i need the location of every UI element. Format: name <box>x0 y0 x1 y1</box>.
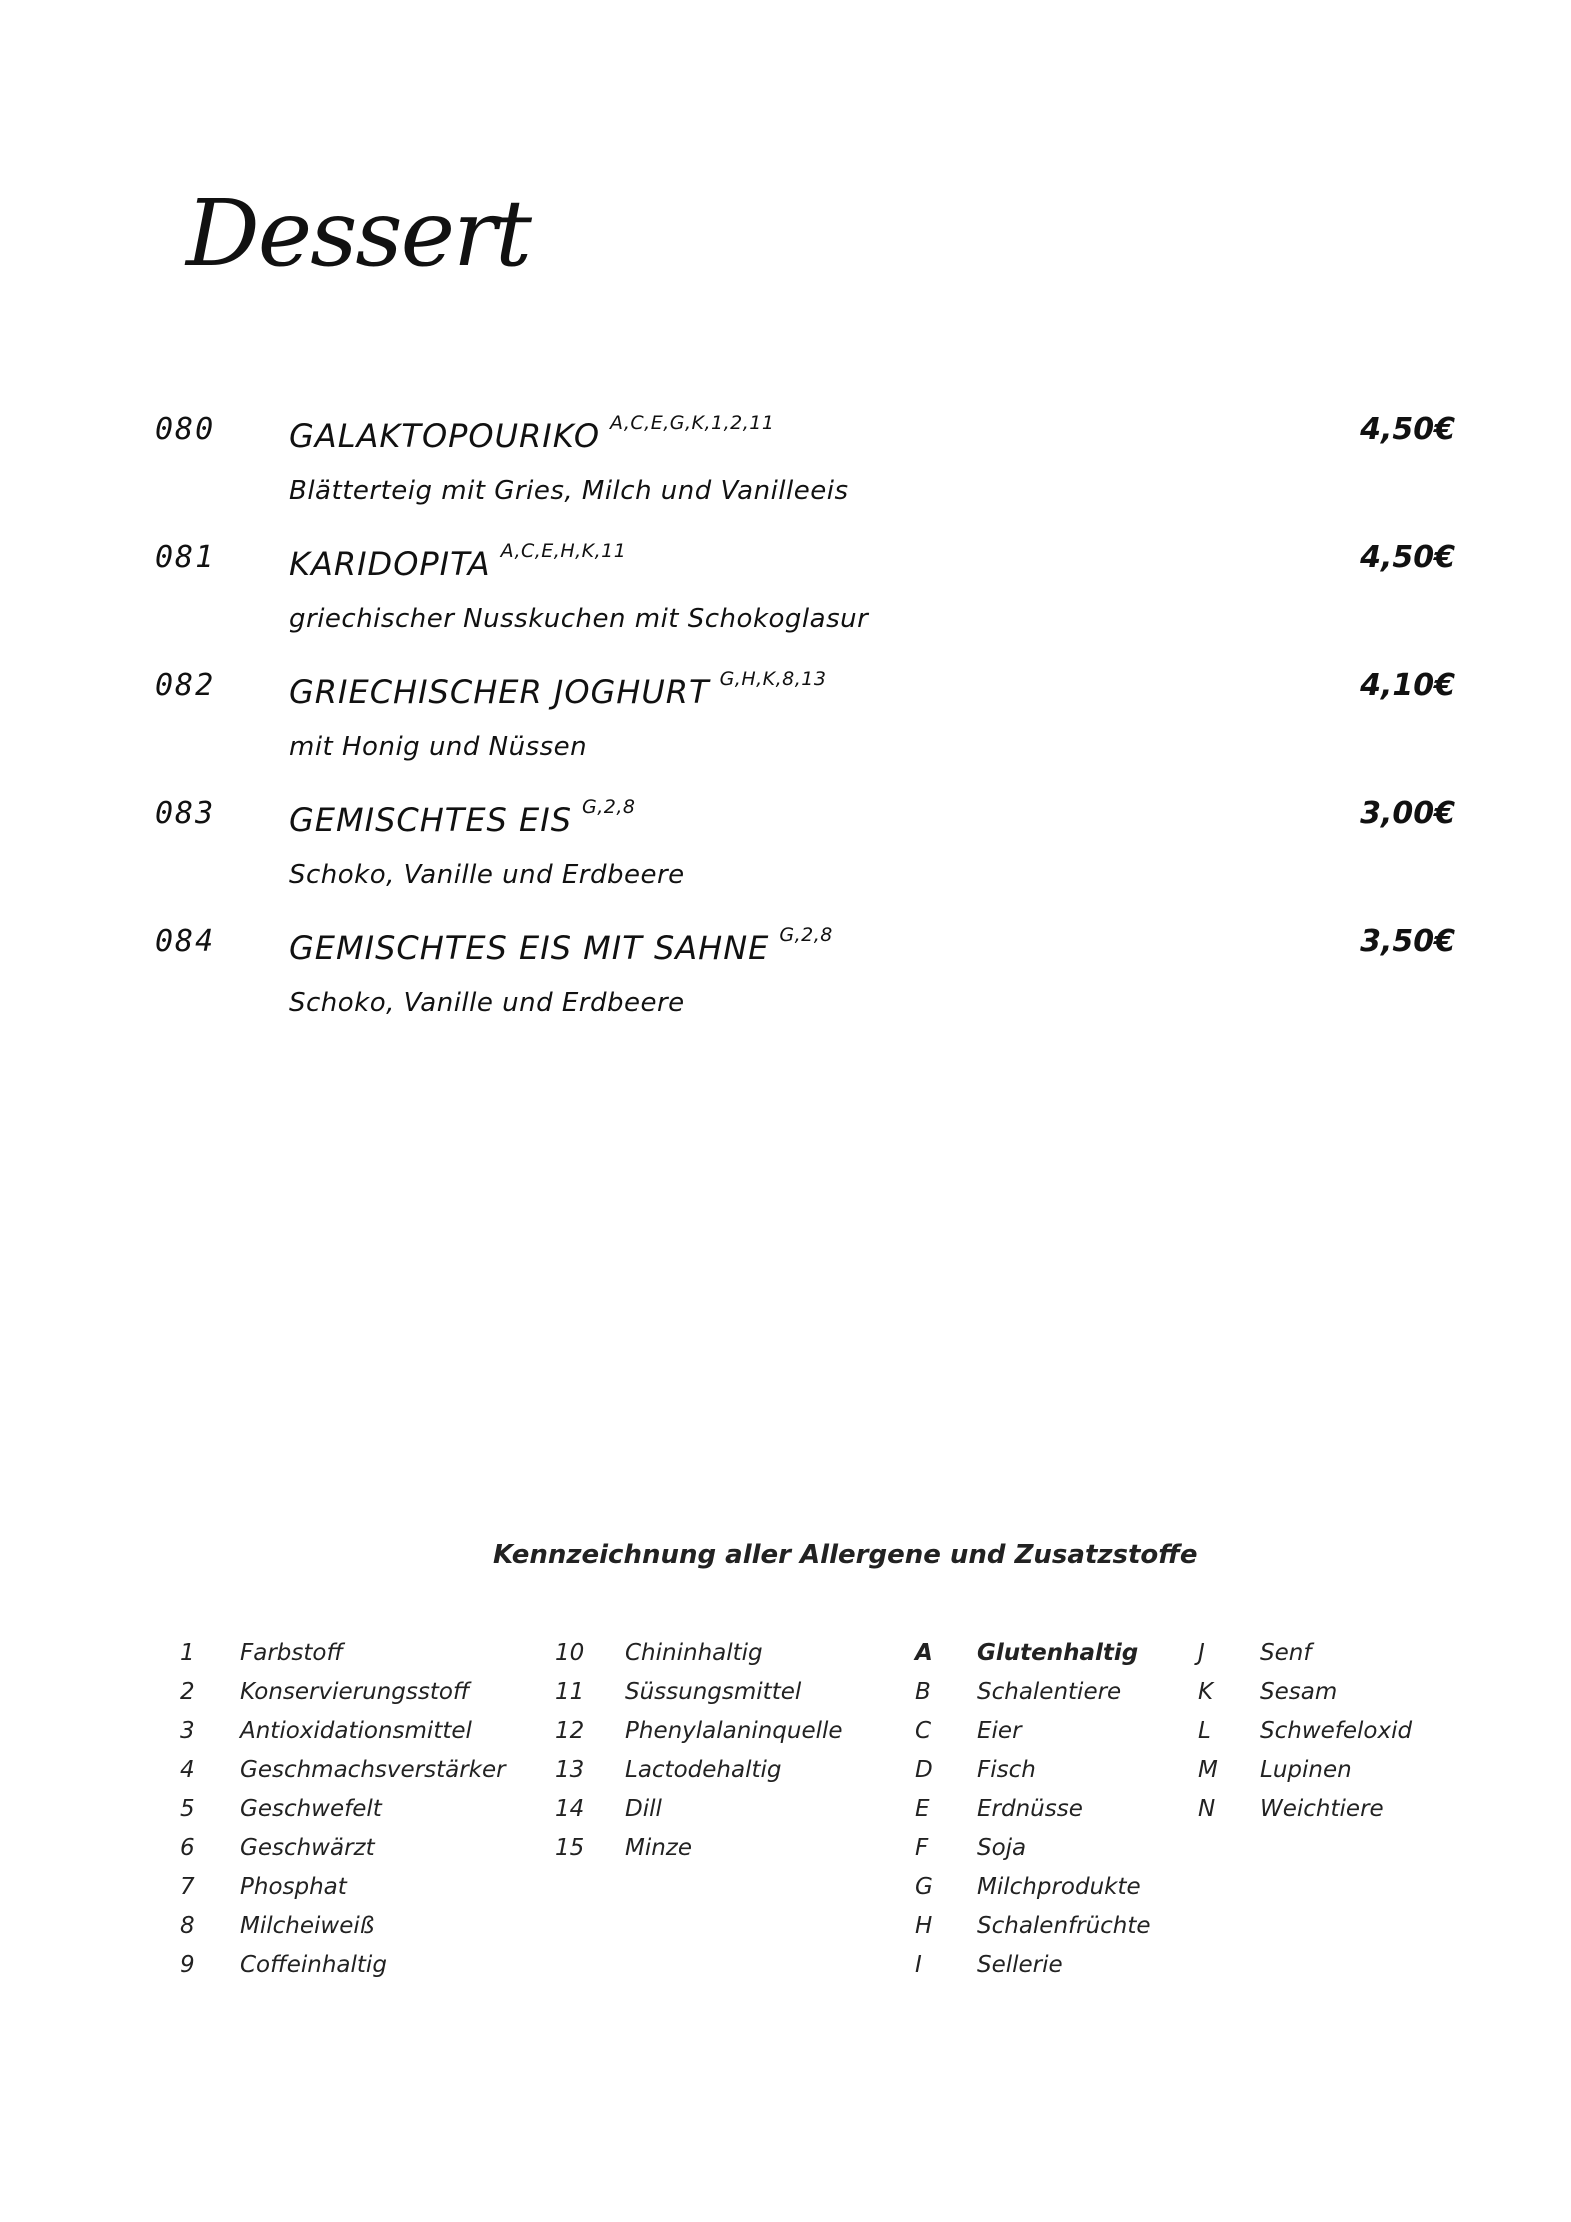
legend-row <box>180 1679 520 1718</box>
legend-row <box>555 1718 875 1757</box>
item-description: mit Honig und Nüssen <box>289 732 588 762</box>
legend-row <box>180 1640 520 1679</box>
legend-label: Eier <box>977 1718 1022 1744</box>
legend-label: Schwefeloxid <box>1260 1718 1413 1744</box>
legend-label: Geschwärzt <box>240 1835 375 1861</box>
legend-row <box>915 1640 1185 1679</box>
legend-code: 13 <box>555 1757 585 1783</box>
legend-code: M <box>1198 1757 1218 1783</box>
legend-label: Weichtiere <box>1260 1796 1384 1822</box>
item-price: 4,50€ <box>1360 540 1455 575</box>
legend-column-additives <box>180 1640 520 1991</box>
legend-label: Milcheiweiß <box>240 1913 375 1939</box>
legend-code: I <box>915 1952 922 1978</box>
legend-row <box>180 1796 520 1835</box>
legend-code: L <box>1198 1718 1211 1744</box>
legend-column-additives-2 <box>555 1640 875 1874</box>
item-description: Schoko, Vanille und Erdbeere <box>289 988 685 1018</box>
item-name: GALAKTOPOURIKO <box>289 417 601 455</box>
legend-label: Schalentiere <box>977 1679 1122 1705</box>
legend-row <box>915 1757 1185 1796</box>
legend-row <box>180 1835 520 1874</box>
legend-row <box>555 1796 875 1835</box>
allergen-codes: G,2,8 <box>779 924 833 946</box>
legend-row <box>1198 1679 1458 1718</box>
legend-code: N <box>1198 1796 1216 1822</box>
legend-label: Sesam <box>1260 1679 1338 1705</box>
legend-label: Soja <box>977 1835 1027 1861</box>
legend-label: Phenylalaninquelle <box>625 1718 843 1744</box>
legend-label: Lupinen <box>1260 1757 1352 1783</box>
legend-code: B <box>915 1679 931 1705</box>
legend-code: 5 <box>180 1796 195 1822</box>
allergen-codes: A,C,E,H,K,11 <box>500 540 627 562</box>
allergen-codes: A,C,E,G,K,1,2,11 <box>610 412 775 434</box>
legend-code: 2 <box>180 1679 195 1705</box>
legend-row <box>915 1679 1185 1718</box>
item-name-wrap <box>289 924 833 967</box>
legend-code: 7 <box>180 1874 195 1900</box>
legend-code: E <box>915 1796 930 1822</box>
legend-row <box>915 1718 1185 1757</box>
legend-code: 15 <box>555 1835 585 1861</box>
legend-label: Farbstoff <box>240 1640 344 1666</box>
legend-row <box>555 1679 875 1718</box>
item-name: GRIECHISCHER JOGHURT <box>289 673 710 711</box>
item-description: Blätterteig mit Gries, Milch und Vanilleeis <box>289 476 849 506</box>
legend-row <box>1198 1640 1458 1679</box>
legend-label: Erdnüsse <box>977 1796 1083 1822</box>
item-name: KARIDOPITA <box>289 545 491 583</box>
item-name-wrap <box>289 668 826 711</box>
item-price: 3,50€ <box>1360 924 1455 959</box>
legend-label: Geschmachsverstärker <box>240 1757 506 1783</box>
menu-item <box>155 668 1455 796</box>
legend-code: 6 <box>180 1835 195 1861</box>
legend-row <box>180 1952 520 1991</box>
legend-column-allergens <box>915 1640 1185 1991</box>
legend-label: Glutenhaltig <box>977 1640 1139 1666</box>
menu-item <box>155 412 1455 540</box>
menu-item <box>155 924 1455 1052</box>
legend-label: Süssungsmittel <box>625 1679 802 1705</box>
legend-label: Geschwefelt <box>240 1796 382 1822</box>
item-number: 083 <box>155 796 216 831</box>
legend-code: H <box>915 1913 933 1939</box>
legend-code: 12 <box>555 1718 585 1744</box>
legend-code: A <box>915 1640 933 1666</box>
legend-label: Senf <box>1260 1640 1312 1666</box>
legend-row <box>180 1757 520 1796</box>
legend-code: C <box>915 1718 932 1744</box>
legend-row <box>555 1835 875 1874</box>
allergen-codes: G,H,K,8,13 <box>719 668 827 690</box>
menu-item <box>155 796 1455 924</box>
legend-label: Fisch <box>977 1757 1036 1783</box>
legend-label: Sellerie <box>977 1952 1063 1978</box>
item-name-wrap <box>289 412 774 455</box>
page-title: Dessert <box>186 180 531 287</box>
legend-row <box>915 1835 1185 1874</box>
legend-label: Konservierungsstoff <box>240 1679 470 1705</box>
legend-label: Phosphat <box>240 1874 347 1900</box>
legend-label: Antioxidationsmittel <box>240 1718 472 1744</box>
item-price: 3,00€ <box>1360 796 1455 831</box>
item-name: GEMISCHTES EIS <box>289 801 572 839</box>
legend-label: Milchprodukte <box>977 1874 1141 1900</box>
legend-code: 11 <box>555 1679 585 1705</box>
legend-row <box>555 1757 875 1796</box>
item-number: 082 <box>155 668 216 703</box>
legend-code: D <box>915 1757 933 1783</box>
legend-code: 8 <box>180 1913 195 1939</box>
legend-row <box>180 1874 520 1913</box>
item-description: griechischer Nusskuchen mit Schokoglasur <box>289 604 869 634</box>
dessert-menu <box>155 412 1455 1052</box>
legend-label: Dill <box>625 1796 662 1822</box>
legend-code: 4 <box>180 1757 195 1783</box>
item-price: 4,50€ <box>1360 412 1455 447</box>
legend-code: 10 <box>555 1640 585 1666</box>
item-description: Schoko, Vanille und Erdbeere <box>289 860 685 890</box>
legend-row <box>1198 1796 1458 1835</box>
legend-label: Schalenfrüchte <box>977 1913 1151 1939</box>
legend-code: J <box>1198 1640 1205 1666</box>
legend-column-allergens-2 <box>1198 1640 1458 1835</box>
legend-row <box>915 1874 1185 1913</box>
legend-row <box>915 1913 1185 1952</box>
item-number: 081 <box>155 540 216 575</box>
legend-code: F <box>915 1835 929 1861</box>
legend-code: 14 <box>555 1796 585 1822</box>
legend-row <box>180 1913 520 1952</box>
legend-row <box>1198 1757 1458 1796</box>
legend-label: Coffeinhaltig <box>240 1952 387 1978</box>
legend-code: K <box>1198 1679 1214 1705</box>
legend-code: 9 <box>180 1952 195 1978</box>
legend-code: 3 <box>180 1718 195 1744</box>
legend-row <box>915 1796 1185 1835</box>
legend-title: Kennzeichnung aller Allergene und Zusatzstoffe <box>493 1540 1198 1570</box>
item-number: 084 <box>155 924 216 959</box>
allergen-codes: G,2,8 <box>582 796 636 818</box>
legend-row <box>555 1640 875 1679</box>
legend-row <box>1198 1718 1458 1757</box>
legend-code: G <box>915 1874 933 1900</box>
legend-row <box>915 1952 1185 1991</box>
legend-label: Chininhaltig <box>625 1640 763 1666</box>
item-name: GEMISCHTES EIS MIT SAHNE <box>289 929 770 967</box>
menu-item <box>155 540 1455 668</box>
item-name-wrap <box>289 540 626 583</box>
legend-row <box>180 1718 520 1757</box>
legend-label: Minze <box>625 1835 693 1861</box>
legend-label: Lactodehaltig <box>625 1757 782 1783</box>
item-number: 080 <box>155 412 216 447</box>
item-price: 4,10€ <box>1360 668 1455 703</box>
legend-code: 1 <box>180 1640 195 1666</box>
item-name-wrap <box>289 796 635 839</box>
